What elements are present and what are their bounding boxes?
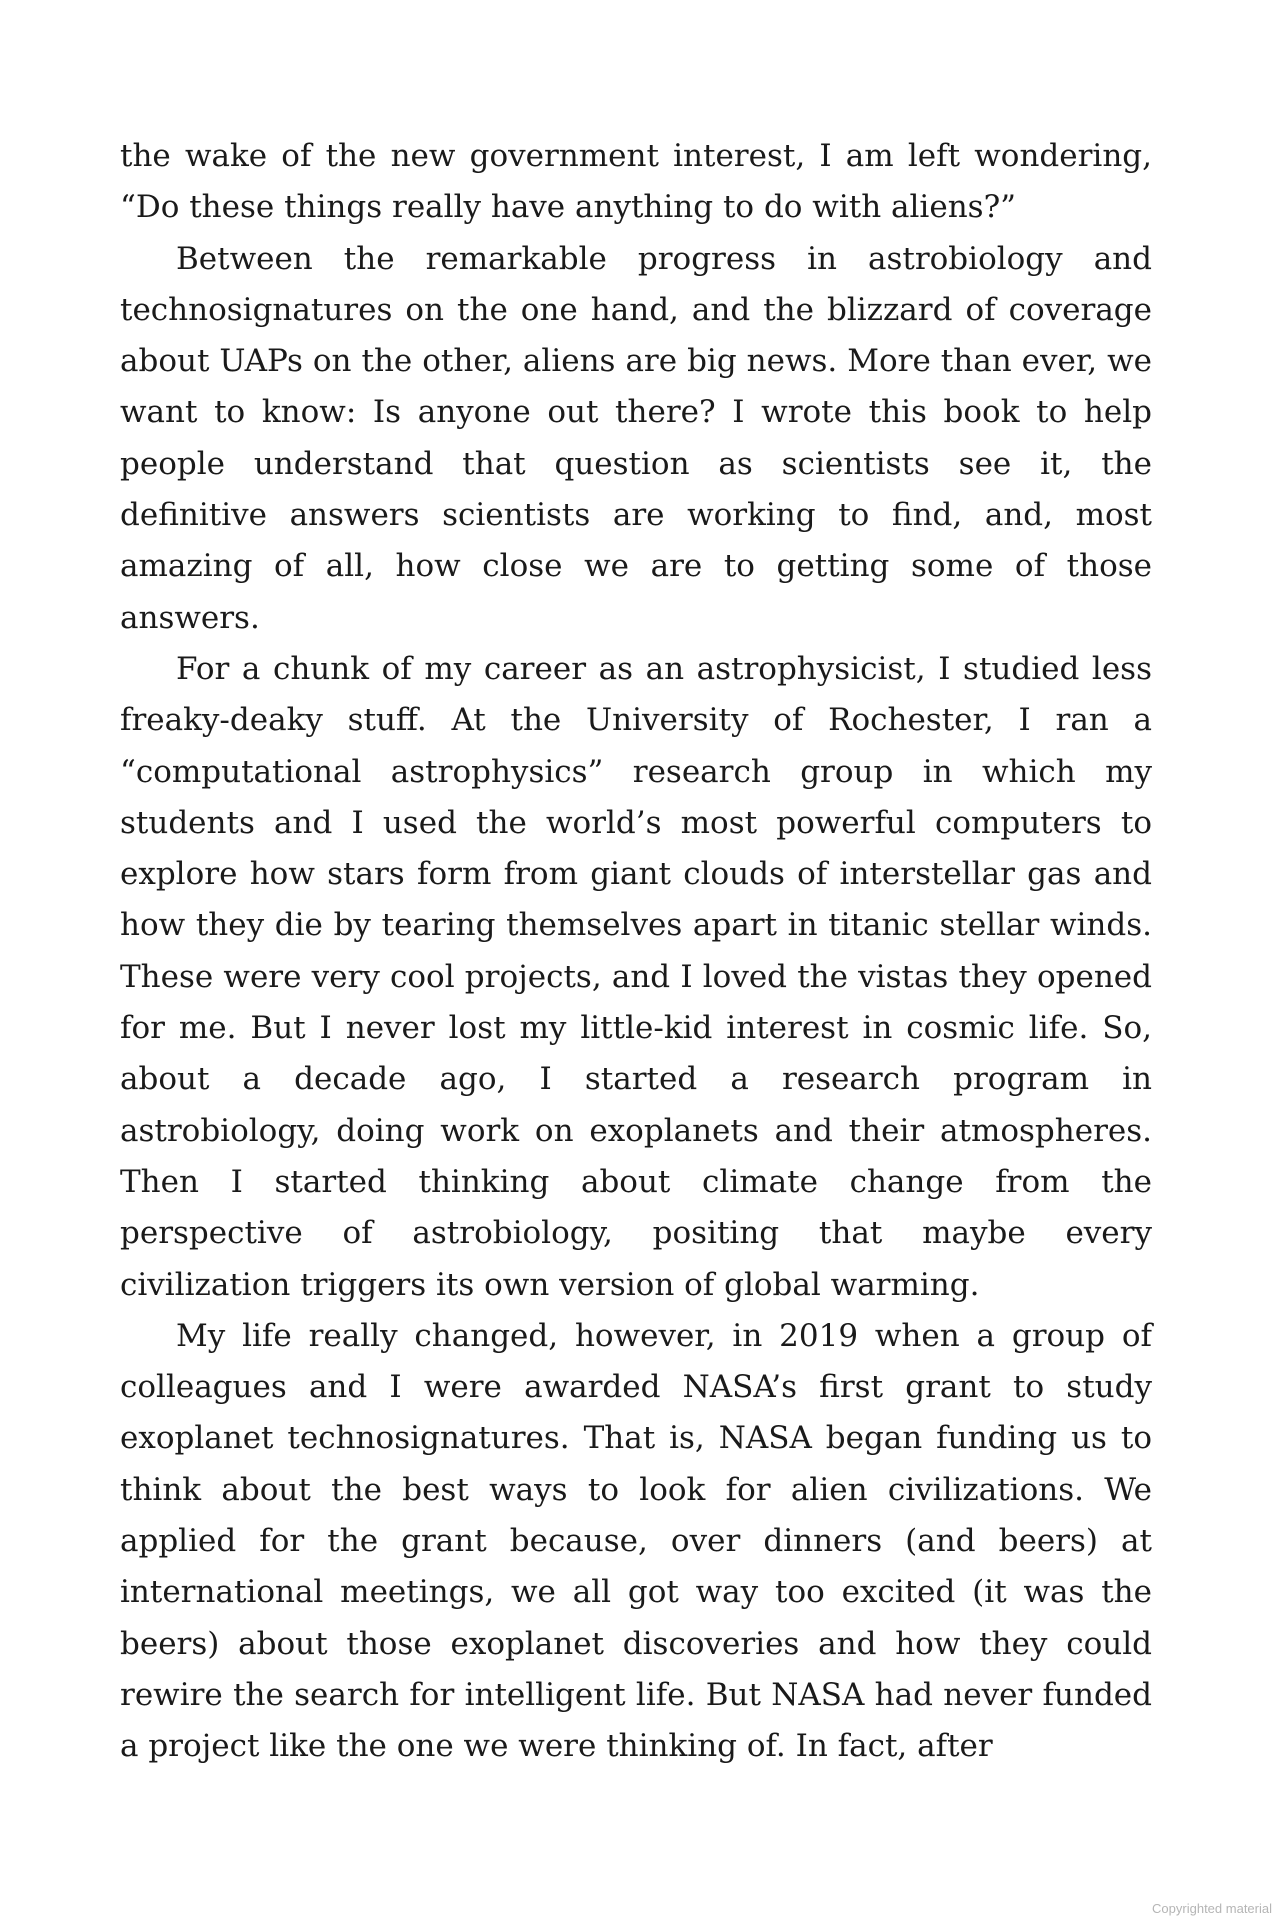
- book-page-body: [120, 131, 1152, 1773]
- paragraph-2: Between the remarkable progress in astrobiology and technosignatures on the one hand, and the blizzard of coverage about UAPs on the other, aliens are big news. More than ever, we want to know: Is anyone out there? I wrote this book to help people understand that question as scientists see it, the definitive answers scientists are working to find, and, most amazing of all, how close we are to getting some of those answers.: [120, 240, 1152, 636]
- paragraph-4: My life really changed, however, in 2019 when a group of colleagues and I were awarded NASA’s first grant to study exoplanet technosignatures. That is, NASA began funding us to think about the best ways to look for alien civilizations. We applied for the grant because, over dinners (and beers) at international meetings, we all got way too excited (it was the beers) about those exoplanet discoveries and how they could rewire the search for intelligent life. But NASA had never funded a project like the one we were thinking of. In fact, after: [120, 1317, 1152, 1765]
- paragraph-1: the wake of the new government interest, I am left wondering, “Do these things really have anything to do with aliens?”: [120, 138, 1152, 226]
- paragraph-3: For a chunk of my career as an astrophysicist, I studied less freaky-deaky stuff. At the University of Rochester, I ran a “computational astrophysics” research group in which my students and I used the world’s most powerful computers to explore how stars form from giant clouds of interstellar gas and how they die by tearing themselves apart in titanic stellar winds. These were very cool projects, and I loved the vistas they opened for me. But I never lost my little-kid interest in cosmic life. So, about a decade ago, I started a research program in astrobiology, doing work on exoplanets and their atmospheres. Then I started thinking about climate change from the perspective of astrobiology, positing that maybe every civilization triggers its own version of global warming.: [120, 650, 1152, 1303]
- copyright-watermark: Copyrighted material: [1152, 1901, 1272, 1916]
